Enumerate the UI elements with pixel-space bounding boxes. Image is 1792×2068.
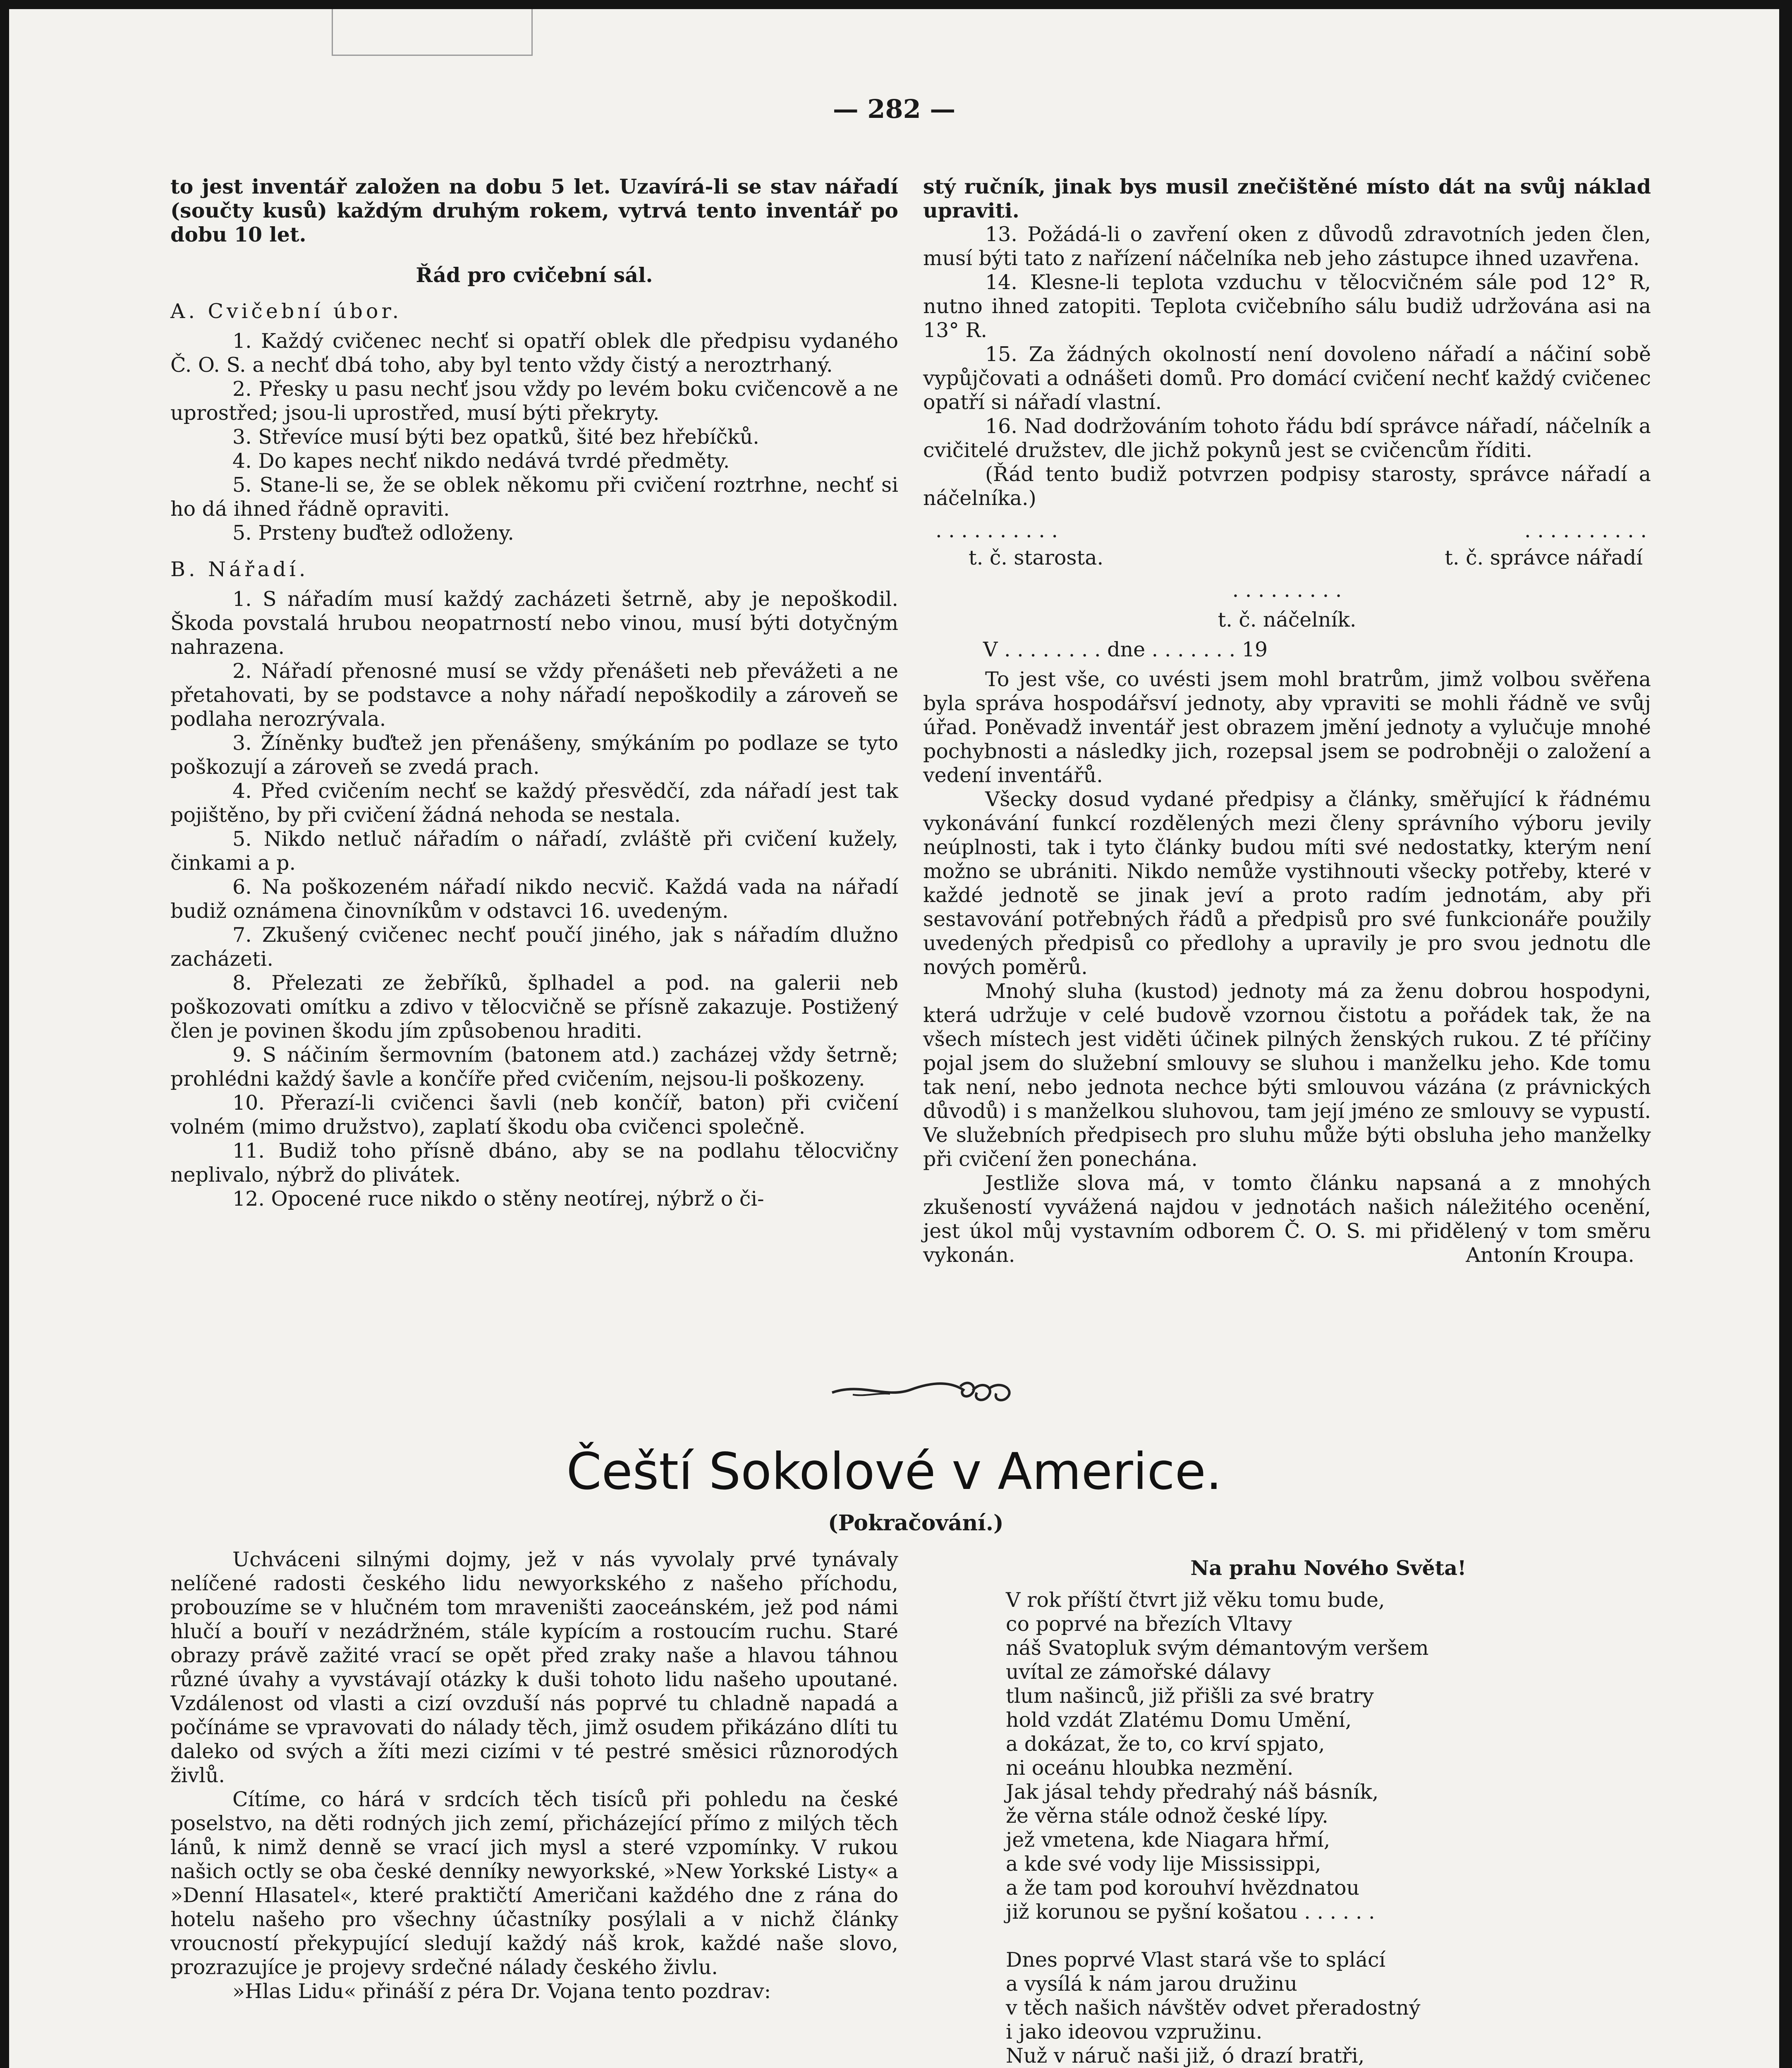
paragraph: 8. Přelezati ze žebříků, šplhadel a pod. na galerii neb poškozovati omítku a zdivo v tělocvičně se přísně zakazuje. Postižený člen je povinen škodu jím způsobenou hraditi. bbox=[170, 971, 898, 1043]
paragraph: 2. Nářadí přenosné musí se vždy přenášeti neb převážeti a ne přetahovati, by se podstavce a nohy nářadí nepoškodily a zároveň se podlaha nerozrývala. bbox=[170, 659, 898, 731]
subsection-heading: A. Cvičební úbor. bbox=[170, 299, 402, 323]
document-page bbox=[9, 9, 1779, 2068]
paragraph: 3. Žíněnky buďtež jen přenášeny, smýkáním po podlaze se tyto poškozují a zároveň se zvedá prach. bbox=[170, 731, 898, 779]
paragraph: to jest inventář založen na dobu 5 let. Uzavírá-li se stav nářadí (součty kusů) každým druhým rokem, vytrvá tento inventář po dobu 10 let. bbox=[170, 175, 898, 247]
poem-line: Jak jásal tehdy předrahý náš básník, bbox=[1006, 1780, 1379, 1804]
paragraph: 10. Přerazí-li cvičenci šavli (neb končíř, baton) při cvičení volném (mimo družstvo), zaplatí škodu oba cvičenci společně. bbox=[170, 1091, 898, 1139]
paragraph: 4. Před cvičením nechť se každý přesvědčí, zda nářadí jest tak pojištěno, by při cvičení žádná nehoda se nestala. bbox=[170, 779, 898, 827]
paragraph: Všecky dosud vydané předpisy a články, směřující k řádnému vykonávání funkcí rozdělených mezi členy správního výboru jevily neúplnosti, tak i tyto články budou míti své nedostatky, kterým není možno se ubrániti. Nikdo nemůže vystihnouti všecky potřeby, které v každé jednotě se jinak jeví a proto radím jednotám, aby při sestavování potřebných řádů a předpisů pro své funkcionáře použily uvedených předpisů co předlohy a upravily je pro svou jednotu dle nových poměrů. bbox=[923, 787, 1651, 979]
paragraph: 5. Prsteny buďtež odloženy. bbox=[232, 521, 514, 545]
paragraph: Jestliže slova má, v tomto článku napsaná a z mnohých zkušeností vyvážená najdou v jednotách našich náležitého ocenění, jest úkol můj vystavním odborem Č. O. S. mi přidělený v tom směru vykonán. bbox=[923, 1171, 1651, 1267]
article-paragraph: »Hlas Lidu« přináší z péra Dr. Vojana tento pozdrav: bbox=[232, 1979, 771, 2003]
article-paragraph: Uchváceni silnými dojmy, jež v nás vyvolaly prvé tynávaly nelíčené radosti českého lidu newyorkského z našeho příchodu, probouzíme se v hlučném tom mraveništi zaoceánském, jež pod námi hlučí a bouří v nezádržném, stále kypícím a rostoucím ruchu. Staré obrazy právě zažité vrací se opět před zraky naše a hlavou táhnou různé úvahy a vyvstávají otázky k duši tohoto lidu našeho upoutané. Vzdálenost od vlasti a cizí ovzduší nás poprvé tu chladně napadá a počínáme se vpravovati do nálady těch, jimž osudem přikázáno dlíti tu daleko od svých a žíti mezi cizími v té pestré směsici různorodých živlů. bbox=[170, 1548, 898, 1787]
section-heading: Řád pro cvičební sál. bbox=[416, 263, 653, 287]
paragraph: 11. Budiž toho přísně dbáno, aby se na podlahu tělocvičny neplivalo, nýbrž do plivátek. bbox=[170, 1139, 898, 1187]
author: Antonín Kroupa. bbox=[1466, 1243, 1634, 1267]
rules-continued bbox=[923, 175, 1651, 510]
poem-line: V rok příští čtvrt již věku tomu bude, bbox=[1006, 1588, 1385, 1612]
poem-line: tlum našinců, již přišli za své bratry bbox=[1006, 1684, 1374, 1708]
poem-line: hold vzdát Zlatému Domu Umění, bbox=[1006, 1708, 1352, 1732]
paragraph: 5. Nikdo netluč nářadím o nářadí, zvláště při cvičení kužely, činkami a p. bbox=[170, 827, 898, 875]
paragraph: 1. S nářadím musí každý zacházeti šetrně, aby je nepoškodil. Škoda povstalá hrubou neopatrností nebo vinou, musí býti dotyčným nahrazena. bbox=[170, 587, 898, 659]
paragraph: 2. Přesky u pasu nechť jsou vždy po levém boku cvičencově a ne uprostřed; jsou-li uprostřed, musí býti překryty. bbox=[170, 377, 898, 425]
poem-line: a že tam pod korouhví hvězdnatou bbox=[1006, 1876, 1360, 1900]
signature-dots-center: . . . . . . . . . bbox=[1232, 578, 1342, 602]
column-left bbox=[170, 175, 898, 1211]
article-paragraph: Cítíme, co hárá v srdcích těch tisíců při pohledu na české poselstvo, na děti rodných jich zemí, přicházející přímo z milých těch lánů, k nimž denně se vrací jich mysl a steré vzpomínky. V rukou našich octly se oba české denníky newyorkské, »New Yorkské Listy« a »Denní Hlasatel«, které praktičtí Američani každého dne z rána do hotelu našeho pro všechny účastníky posýlali a v nichž články vroucností překypující sledují každý náš krok, každé naše slovo, prozrazujíce je projevy srdečné nálady českého živlu. bbox=[170, 1788, 898, 1979]
article-column-left bbox=[170, 1548, 898, 2003]
paragraph: 12. Opocené ruce nikdo o stěny neotírej, nýbrž o či- bbox=[232, 1187, 764, 1211]
scan-frame-mark bbox=[332, 9, 533, 56]
poem-line: ni oceánu hloubka nezmění. bbox=[1006, 1756, 1294, 1780]
poem-line: náš Svatopluk svým démantovým veršem bbox=[1006, 1636, 1429, 1660]
paragraph: 7. Zkušený cvičenec nechť poučí jiného, jak s nářadím dlužno zacházeti. bbox=[170, 923, 898, 971]
poem-line: v těch našich návštěv odvet přeradostný bbox=[1006, 1996, 1421, 2020]
paragraph: 15. Za žádných okolností není dovoleno nářadí a náčiní sobě vypůjčovati a odnášeti domů. Pro domácí cvičení nechť každý cvičenec opatří si nářadí vlastní. bbox=[923, 342, 1651, 414]
paragraph: 1. Každý cvičenec nechť si opatří oblek dle předpisu vydaného Č. O. S. a nechť dbá toho, aby byl tento vždy čistý a neroztrhaný. bbox=[170, 329, 898, 377]
paragraph: 3. Střevíce musí býti bez opatků, šité bez hřebíčků. bbox=[232, 425, 759, 449]
poem-title: Na prahu Nového Světa! bbox=[1190, 1556, 1467, 1580]
ornament-divider bbox=[828, 1374, 1022, 1407]
closing-paragraphs bbox=[923, 668, 1651, 1267]
paragraph: 16. Nad dodržováním tohoto řádu bdí správce nářadí, náčelník a cvičitelé družstev, dle jichž pokynů jest se cvičencům říditi. bbox=[923, 414, 1651, 462]
paragraph: stý ručník, jinak bys musil znečištěné místo dát na svůj náklad upraviti. bbox=[923, 175, 1651, 223]
poem-line: již korunou se pyšní košatou . . . . . . bbox=[1006, 1900, 1375, 1924]
signature-dots-right: . . . . . . . . . . bbox=[1524, 519, 1647, 542]
paragraph: To jest vše, co uvésti jsem mohl bratrům, jimž volbou svěřena byla správa hospodářsví jednoty, aby vpraviti se mohli řádně ve svůj úřad. Poněvadž inventář jest obrazem jmění jednoty a vylučuje mnohé pochybnosti a následky jich, rozepsal jsem se podrobněji o založení a vedení inventářů. bbox=[923, 668, 1651, 787]
signature-block bbox=[923, 519, 1651, 662]
column-right bbox=[923, 175, 1651, 1267]
signature-spravce: t. č. správce nářadí bbox=[1445, 546, 1643, 570]
poem-line: uvítal ze zámořské dálavy bbox=[1006, 1660, 1271, 1684]
poem-line: Nuž v náruč naši již, ó drazí bratři, bbox=[1006, 2044, 1365, 2068]
poem-line: a dokázat, že to, co krví spjato, bbox=[1006, 1732, 1325, 1756]
paragraph: 9. S náčiním šermovním (batonem atd.) zacházej vždy šetrně; prohlédni každý šavle a končíře před cvičením, nejsou-li poškozeny. bbox=[170, 1043, 898, 1091]
paragraph: 6. Na poškozeném nářadí nikdo necvič. Každá vada na nářadí budiž oznámena činovníkům v odstavci 16. uvedeným. bbox=[170, 875, 898, 923]
date-line: V . . . . . . . . dne . . . . . . . 19 bbox=[983, 638, 1268, 661]
poem-line: Dnes poprvé Vlast stará vše to splácí bbox=[1006, 1948, 1386, 1972]
paragraph: 4. Do kapes nechť nikdo nedává tvrdé předměty. bbox=[232, 449, 730, 473]
article-column-right bbox=[1006, 1556, 1651, 2068]
stanza-gap bbox=[1006, 1924, 1651, 1948]
poem-line: jež vmetena, kde Niagara hřmí, bbox=[1006, 1828, 1330, 1852]
signature-starosta: t. č. starosta. bbox=[969, 546, 1104, 570]
poem bbox=[1006, 1588, 1651, 2068]
poem-line: i jako ideovou vzpružinu. bbox=[1006, 2020, 1263, 2044]
subsection-heading: B. Nářadí. bbox=[170, 558, 309, 581]
signature-nacelnik: t. č. náčelník. bbox=[1218, 608, 1357, 632]
poem-line: že věrna stále odnož české lípy. bbox=[1006, 1804, 1328, 1828]
paragraph: 14. Klesne-li teplota vzduchu v tělocvičném sále pod 12° R, nutno ihned zatopiti. Teplota cvičebního sálu budiž udržována asi na 13° R. bbox=[923, 270, 1651, 342]
paragraph: (Řád tento budiž potvrzen podpisy starosty, správce nářadí a náčelníka.) bbox=[923, 462, 1651, 510]
poem-line: a vysílá k nám jarou družinu bbox=[1006, 1972, 1297, 1996]
page-number: — 282 — bbox=[833, 94, 956, 124]
poem-line: co poprvé na březích Vltavy bbox=[1006, 1612, 1292, 1636]
paragraph: Mnohý sluha (kustod) jednoty má za ženu dobrou hospodyni, která udržuje v celé budově vzornou čistotu a pořádek tak, že na všech místech jest viděti účinek pilných ženských rukou. Z té příčiny pojal jsem do služební smlouvy se sluhou i manželku jeho. Kde tomu tak není, nebo jednota nechce býti smlouvou vázána (z právnických důvodů) i s manželkou sluhovou, tam její jméno ze smlouvy se vypustí. Ve služebních předpisech pro sluhu může býti obsluha jeho manželky při cvičení žen ponechána. bbox=[923, 979, 1651, 1171]
article-title: Čeští Sokolové v Americe. bbox=[566, 1442, 1222, 1501]
poem-line: a kde své vody lije Mississippi, bbox=[1006, 1852, 1321, 1876]
signature-dots-left: . . . . . . . . . . bbox=[935, 519, 1058, 542]
paragraph: 13. Požádá-li o zavření oken z důvodů zdravotních jeden člen, musí býti tato z nařízení náčelníka neb jeho zástupce ihned uzavřena. bbox=[923, 223, 1651, 270]
paragraph: 5. Stane-li se, že se oblek někomu při cvičení roztrhne, nechť si ho dá ihned řádně opraviti. bbox=[170, 473, 898, 521]
article-subtitle: (Pokračování.) bbox=[828, 1510, 1004, 1536]
